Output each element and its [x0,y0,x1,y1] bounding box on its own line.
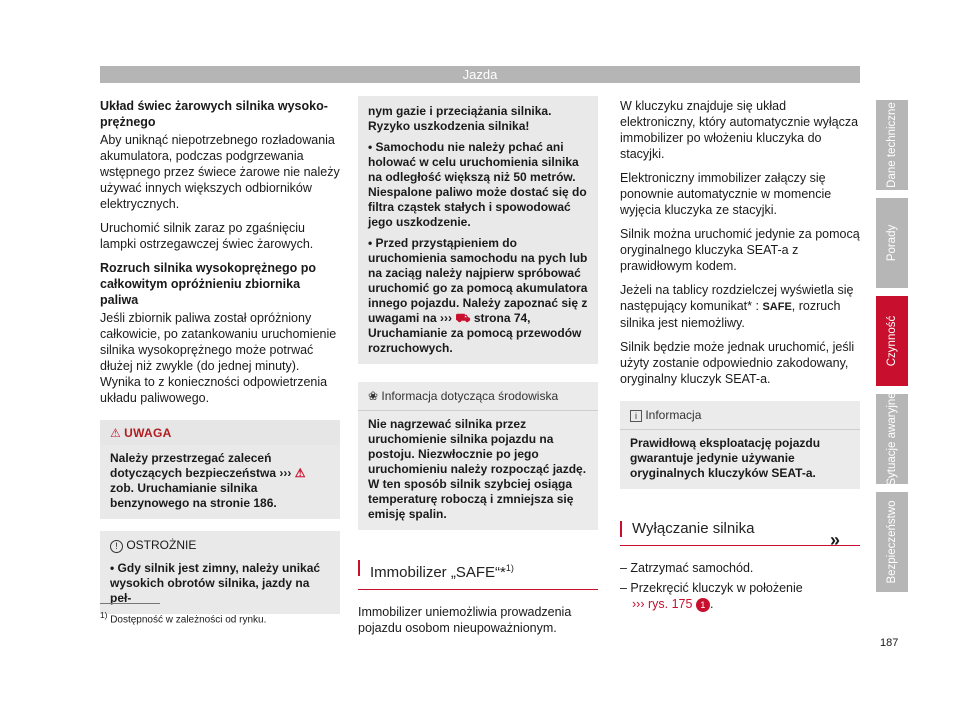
environment-box [358,382,598,530]
environment-icon: ❀ [368,389,379,403]
jump-start-link[interactable]: strona 74, Uruchamianie za pomocą przewodów rozruchowych. [368,311,582,355]
caution-icon: ! [110,540,123,553]
caution-title: OSTROŻNIE [126,538,197,552]
caution-box-continued: nym gazie i przeciążania silnika. Ryzyko uszkodzenia silnika! • Samochodu nie należy pchać ani holować w celu uruchomienia silnika na odległość większą niż 50 metrów. Niespalone paliwo może dostać się do filtra cząstek stałych i spowodować jego uszkodzenie. • Przed przystąpieniem do uruchomienia samochodu na pych lub na zaciąg należy najpierw spróbować uruchomić go za pomocą akumulatora innego pojazdu. Należy zapoznać się z uwagami na ››› ⛟ strona 74, Uruchamianie za pomocą przewodów rozruchowych. [358,96,598,364]
warning-box [100,420,340,519]
reference-arrows: ››› [632,597,645,611]
warning-triangle-icon: ⚠ [294,466,306,480]
figure-link[interactable]: rys. 175 [647,597,693,611]
page-number: 187 [880,637,899,649]
warning-title: UWAGA [124,426,172,440]
callout-number: 1 [696,598,710,612]
car-icon: ⛟ [455,311,471,325]
paragraph: Silnik można uruchomić jedynie za pomocą oryginalnego kluczyka SEAT-a z prawidłowym kodem. [620,227,860,273]
reference-arrows: ››› [279,466,292,480]
paragraph: Aby uniknąć niepotrzebnego rozładowania akumulatora, podczas podgrzewania wstępnego przez świece żarowe nie należy używać innych większych odbiorników elektrycznych. [100,133,340,211]
paragraph: Elektroniczny immobilizer załączy się ponownie automatycznie w momencie wyjęcia kluczyka ze stacyjki. [620,171,832,217]
paragraph: Silnik będzie może jednak uruchomić, jeśli użyty zostanie odpowiednio zakodowany, oryginalny kluczyk SEAT-a. [620,340,855,386]
page-header: Jazda [100,66,860,83]
warning-link[interactable]: zob. Uruchamianie silnika benzynowego na stronie 186. [110,481,277,510]
paragraph: Immobilizer uniemożliwia prowadzenia pojazdu osobom nieupoważnionym. [358,605,572,635]
paragraph: Uruchomić silnik zaraz po zgaśnięciu lampki ostrzegawczej świec żarowych. [100,221,314,251]
environment-title: Informacja dotycząca środowiska [381,389,559,403]
tab-sytuacje-awaryjne[interactable]: Sytuacje awaryjne [876,394,908,484]
environment-text: Nie nagrzewać silnika przez uruchomienie silnika pojazdu na postoju. Niezwłocznie po jego uruchomieniu należy rozpocząć jazdę. W ten sposób silnik szybciej osiąga temperaturę roboczą i zmniejsza się emisję spalin. [368,417,587,521]
tab-bezpieczenstwo[interactable]: Bezpieczeństwo [876,492,908,592]
column-2 [358,98,598,644]
caution-bullet: • Samochodu nie należy pchać ani holować w celu uruchomienia silnika na odległość większą niż 50 metrów. Niespalone paliwo może dostać się do filtra cząstek stałych i spowodować jego uszkodzenie. [368,140,587,229]
section-title-engine-off: Wyłączanie silnika [620,515,860,546]
info-text: Prawidłową eksploatację pojazdu gwarantuje jedynie używanie oryginalnych kluczyków SEAT-a. [630,436,821,480]
info-box [620,401,860,489]
tab-czynnosc[interactable]: Czynność [876,296,908,386]
continue-arrow-icon: » [830,530,841,550]
warning-text: Należy przestrzegać zaleceń dotyczących bezpieczeństwa [110,451,277,480]
section-title-immobilizer: Immobilizer „SAFE“*$^{1)}$ [358,554,598,590]
column-1 [100,98,340,614]
tab-porady[interactable]: Porady [876,198,908,288]
footnote: $^{1)}$ Dostępność w zależności od rynku. [100,610,267,626]
paragraph: Jeżeli na tablicy rozdzielczej wyświetla się następujący komunikat* : SAFE, rozruch silnika jest niemożliwy. [620,283,854,330]
caution-text: • Gdy silnik jest zimny, należy unikać wysokich obrotów silnika, jazdy na peł- [110,561,321,605]
paragraph: Jeśli zbiornik paliwa został opróżniony całkowicie, po zatankowaniu uruchomienie silnika wysokoprężnego może potrwać dłużej niż zwykle (do jednej minuty). Wynika to z konieczności odpowietrzenia układu paliwowego. [100,311,337,405]
footnote-divider [100,603,160,604]
warning-triangle-icon: ⚠ [110,426,121,440]
step: – Zatrzymać samochód. [620,561,754,575]
info-title: Informacja [645,408,702,422]
paragraph: W kluczyku znajduje się układ elektroniczny, który automatycznie wyłącza immobilizer po włożeniu kluczyka do stacyjki. [620,99,859,161]
heading-glow-plugs: Układ świec żarowych silnika wysoko-prężnego [100,99,328,129]
info-icon: i [630,410,642,422]
column-3 [620,98,860,612]
reference-arrows: ››› [440,311,453,325]
caution-bullet: • Przed przystąpieniem do uruchomienia samochodu na pych lub na zaciąg należy najpierw spróbować uruchomić go za pomocą akumulatora innego pojazdu. Należy zapoznać się z uwagami na ››› ⛟ strona 74, Uruchamianie za pomocą przewodów rozruchowych. [368,236,588,355]
step: – Przekręcić kluczyk w położenie ››› rys. 175 1 . [620,581,803,611]
caution-box [100,531,340,614]
heading-diesel-start: Rozruch silnika wysokoprężnego po całkowitym opróżnieniu zbiornika paliwa [100,261,317,307]
safe-message: SAFE [762,301,792,313]
tab-dane-techniczne[interactable]: Dane techniczne [876,100,908,190]
